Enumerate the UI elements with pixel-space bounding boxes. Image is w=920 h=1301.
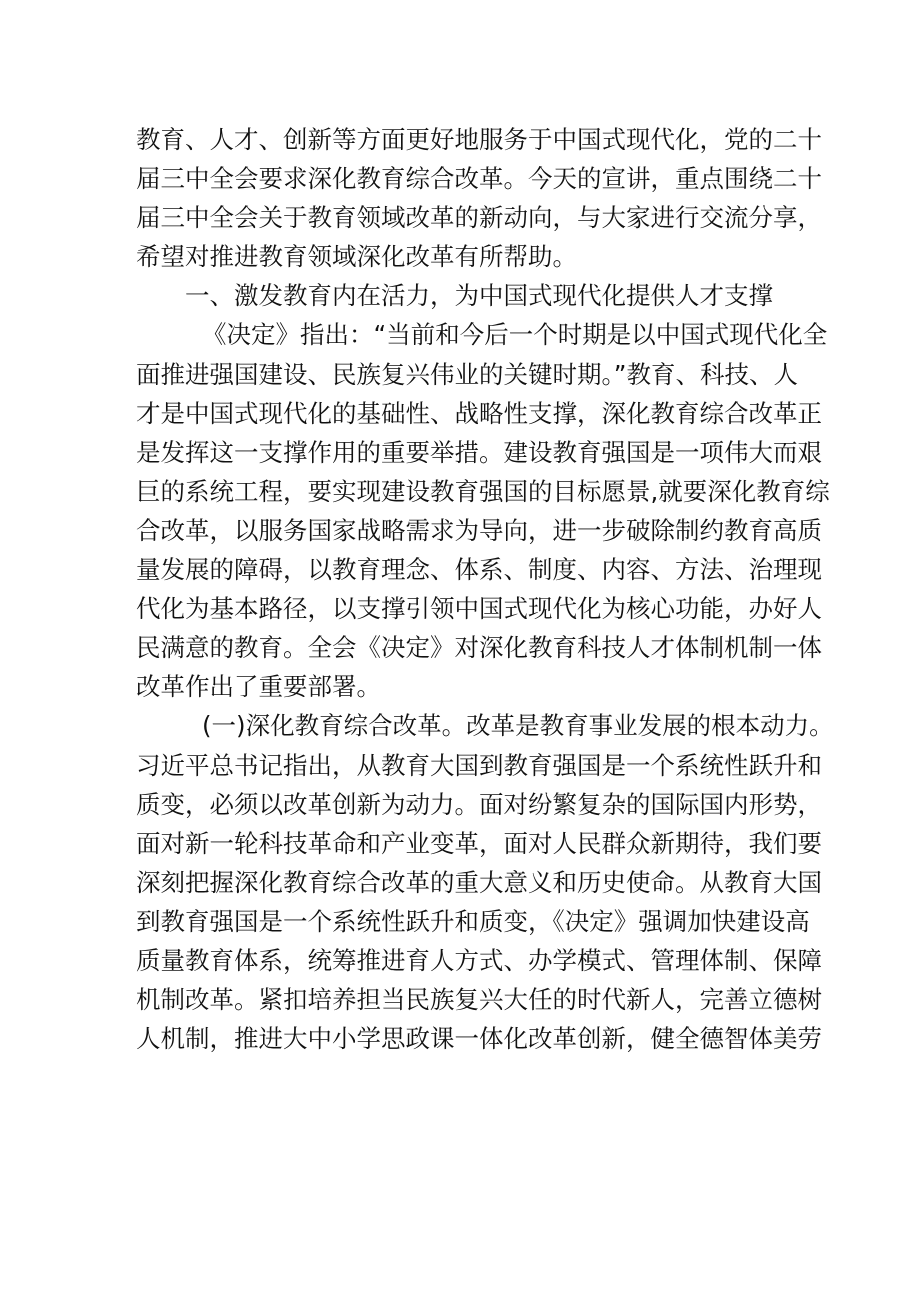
paragraph-line: 面对新一轮科技革命和产业变革，面对人民群众新期待，我们要 (136, 828, 822, 858)
intro-line: 希望对推进教育领域深化改革有所帮助。 (136, 242, 577, 272)
paragraph-line: 量发展的障碍，以教育理念、体系、制度、内容、方法、治理现 (136, 555, 822, 585)
paragraph-line: 质变，必须以改革创新为动力。面对纷繁复杂的国际国内形势， (136, 789, 822, 819)
paragraph-line: 才是中国式现代化的基础性、战略性支撑，深化教育综合改革正 (136, 398, 822, 428)
paragraph-line: 习近平总书记指出，从教育大国到教育强国是一个系统性跃升和 (136, 750, 822, 780)
paragraph-line: 巨的系统工程，要实现建设教育强国的目标愿景,就要深化教育综 (136, 476, 830, 506)
paragraph-line: 合改革，以服务国家战略需求为导向，进一步破除制约教育高质 (136, 515, 822, 545)
paragraph-line: 人机制，推进大中小学思政课一体化改革创新，健全德智体美劳 (136, 1024, 822, 1054)
intro-line: 教育、人才、创新等方面更好地服务于中国式现代化，党的二十 (136, 125, 822, 154)
paragraph-line: 代化为基本路径，以支撑引领中国式现代化为核心功能，办好人 (136, 594, 822, 624)
document-body (136, 120, 834, 1058)
paragraph-line: 质量教育体系，统筹推进育人方式、办学模式、管理体制、保障 (136, 945, 822, 975)
subsection-line: (一)深化教育综合改革。改革是教育事业发展的根本动力。 (202, 711, 834, 741)
paragraph-line: 《决定》指出：“当前和今后一个时期是以中国式现代化全 (202, 320, 828, 350)
intro-line: 届三中全会要求深化教育综合改革。今天的宣讲，重点围绕二十 (136, 164, 822, 194)
intro-line: 届三中全会关于教育领域改革的新动向，与大家进行交流分享， (136, 203, 822, 233)
paragraph-line: 面推进强国建设、民族复兴伟业的关键时期。”教育、科技、人 (136, 359, 798, 389)
paragraph-line: 是发挥这一支撑作用的重要举措。建设教育强国是一项伟大而艰 (136, 437, 822, 467)
paragraph-line: 深刻把握深化教育综合改革的重大意义和历史使命。从教育大国 (136, 867, 822, 897)
paragraph-line: 民满意的教育。全会《决定》对深化教育科技人才体制机制一体 (136, 633, 822, 663)
section-heading: 一、激发教育内在活力，为中国式现代化提供人才支撑 (185, 281, 773, 311)
paragraph-line: 机制改革。紧扣培养担当民族复兴大任的时代新人，完善立德树 (136, 985, 822, 1015)
paragraph-line: 改革作出了重要部署。 (136, 672, 381, 702)
paragraph-line: 到教育强国是一个系统性跃升和质变，《决定》强调加快建设高 (136, 906, 810, 936)
